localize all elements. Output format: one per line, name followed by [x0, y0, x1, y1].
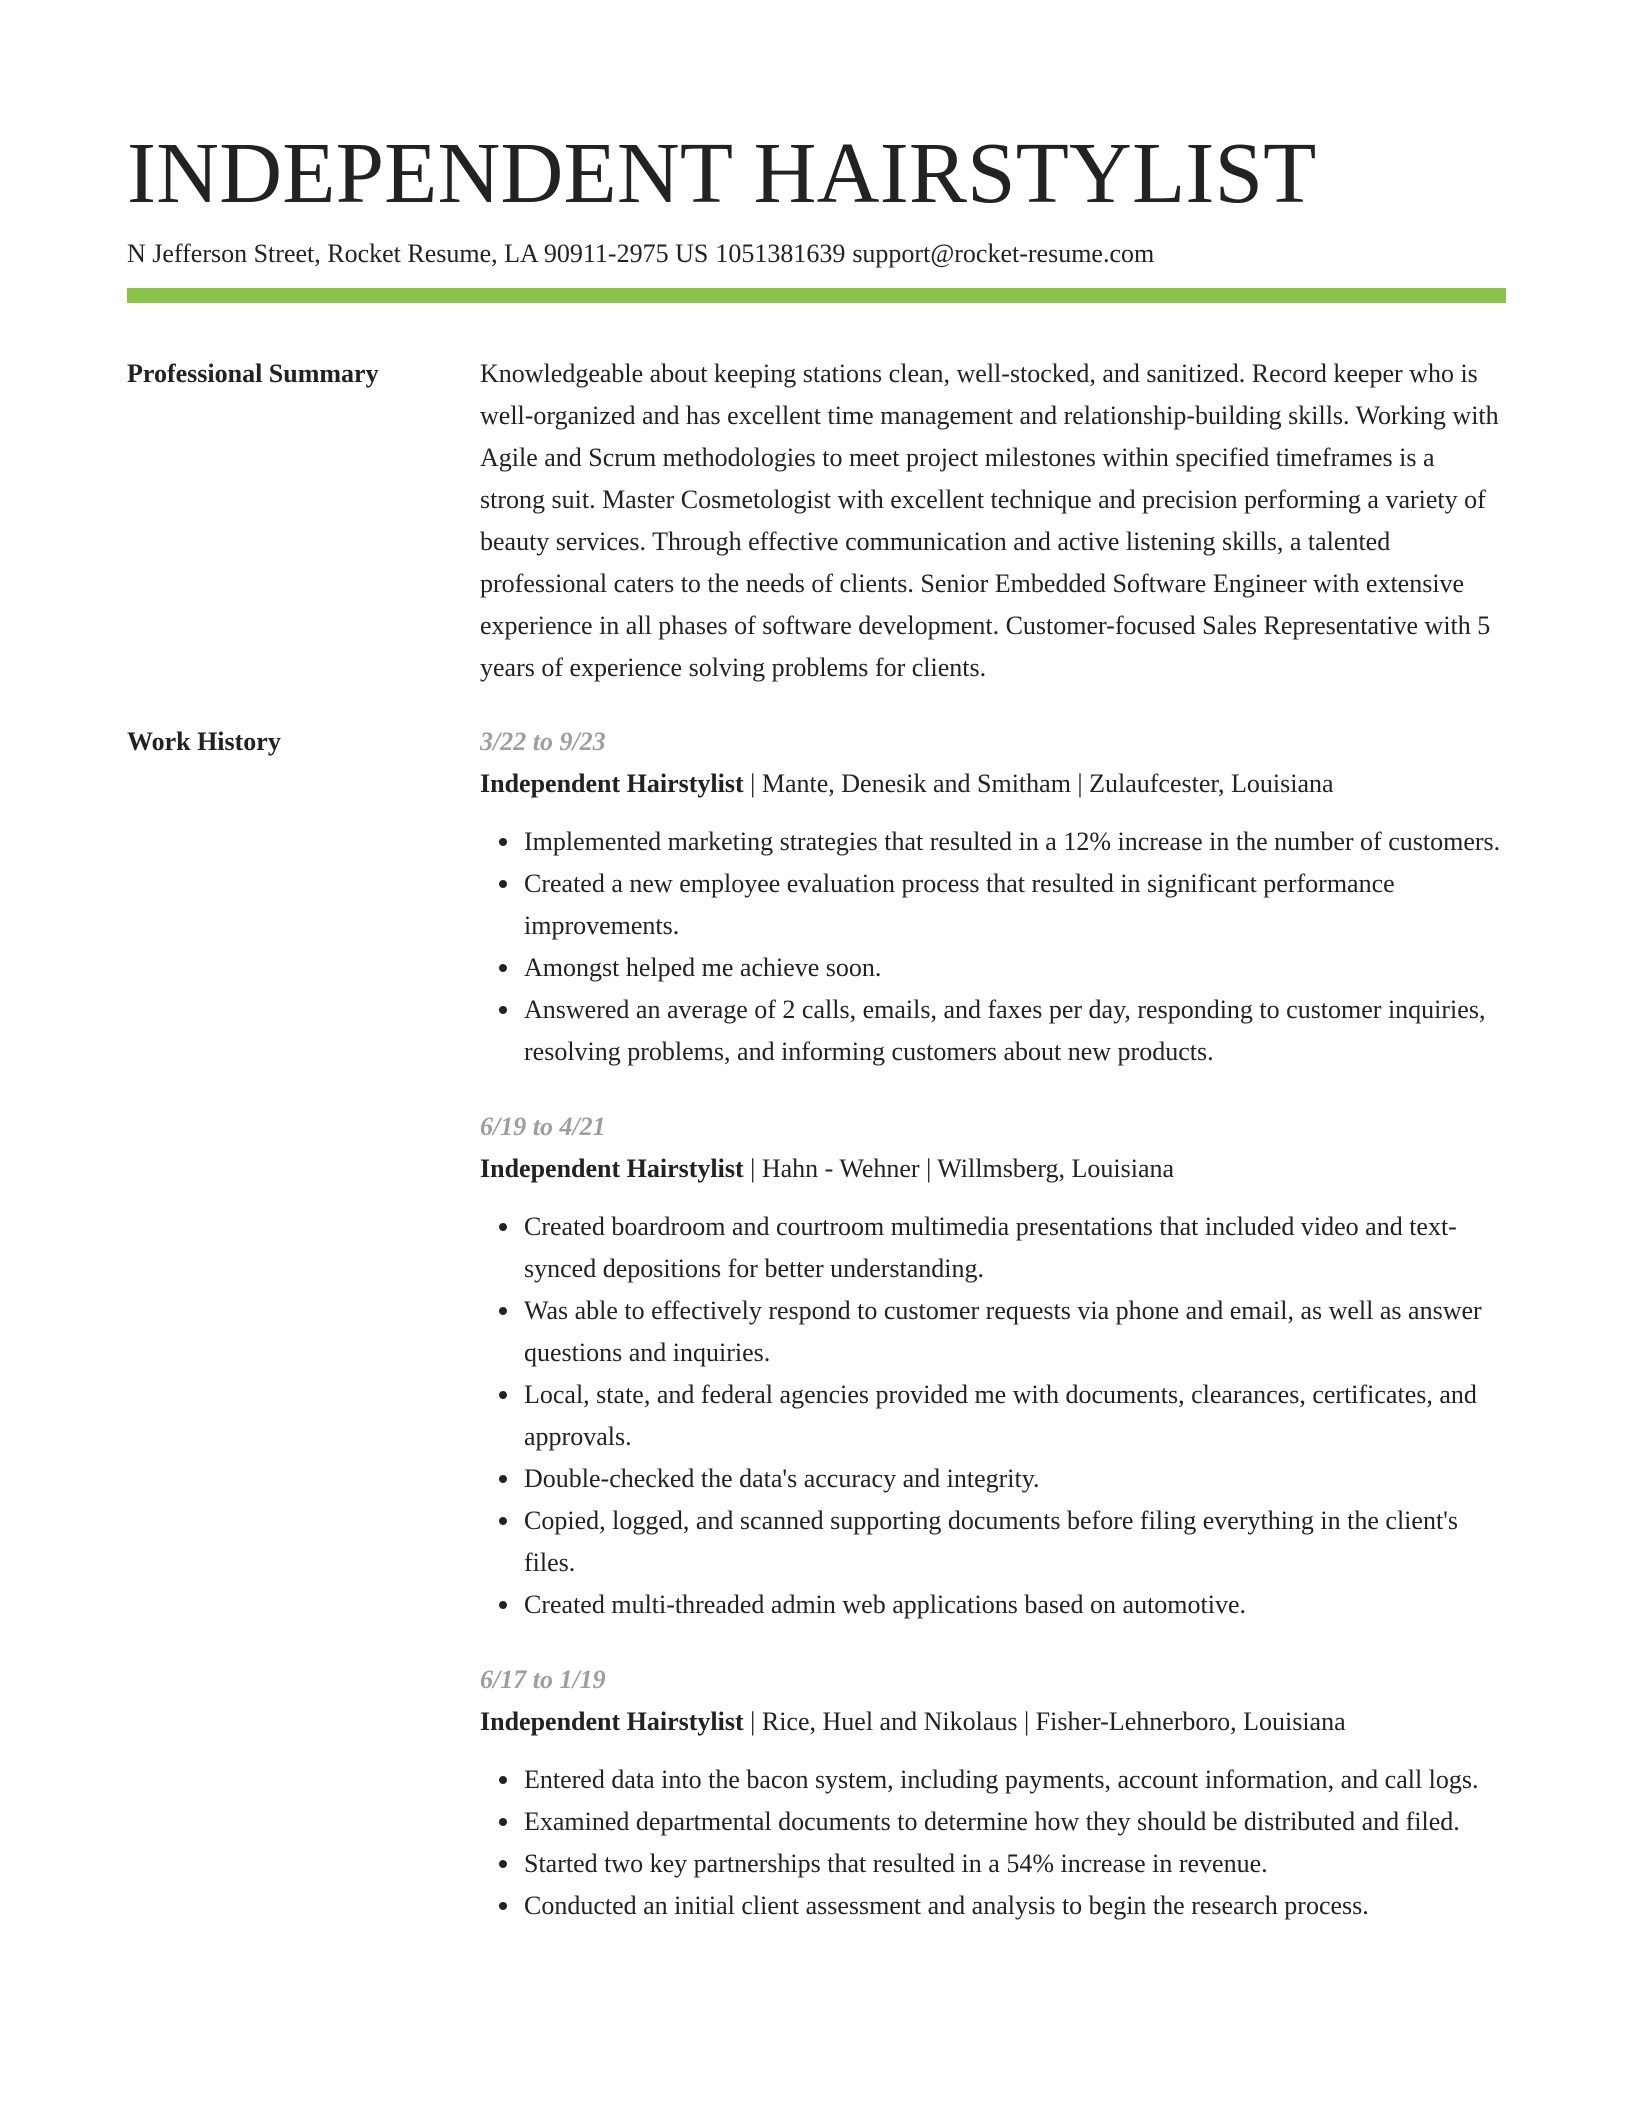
job-bullet: Created a new employee evaluation process that resulted in significant performance improvements.	[524, 863, 1506, 947]
job-employer-location: | Mante, Denesik and Smitham | Zulaufcester, Louisiana	[743, 769, 1334, 799]
email-address: support@rocket-resume.com	[852, 239, 1155, 268]
job-bullet: Local, state, and federal agencies provided me with documents, clearances, certificates, and approvals.	[524, 1374, 1506, 1458]
job-entry	[480, 1659, 1506, 1927]
job-title-line	[480, 763, 1506, 805]
job-bullet: Was able to effectively respond to customer requests via phone and email, as well as answer questions and inquiries.	[524, 1290, 1506, 1374]
job-bullet: Examined departmental documents to determine how they should be distributed and filed.	[524, 1801, 1506, 1843]
section-heading-work-history: Work History	[127, 727, 281, 757]
job-bullet: Created boardroom and courtroom multimedia presentations that included video and text-synced depositions for better understanding.	[524, 1206, 1506, 1290]
summary-body	[480, 353, 1506, 689]
job-bullet: Implemented marketing strategies that resulted in a 12% increase in the number of customers.	[524, 821, 1506, 863]
work-history-body	[480, 721, 1506, 1927]
job-title-line	[480, 1701, 1506, 1743]
address: N Jefferson Street, Rocket Resume, LA 90911-2975 US	[127, 239, 709, 268]
job-employer-location: | Rice, Huel and Nikolaus | Fisher-Lehnerboro, Louisiana	[743, 1707, 1346, 1737]
accent-divider	[127, 288, 1506, 303]
job-title: Independent Hairstylist	[480, 769, 744, 799]
job-bullet-list	[480, 1759, 1506, 1927]
job-title: Independent Hairstylist	[480, 1707, 744, 1737]
job-bullet: Copied, logged, and scanned supporting documents before filing everything in the client's files.	[524, 1500, 1506, 1584]
job-bullet: Entered data into the bacon system, including payments, account information, and call logs.	[524, 1759, 1506, 1801]
job-title-line	[480, 1148, 1506, 1190]
job-dates: 3/22 to 9/23	[480, 727, 606, 757]
job-bullet: Started two key partnerships that resulted in a 54% increase in revenue.	[524, 1843, 1506, 1885]
candidate-name: INDEPENDENT HAIRSTYLIST	[127, 124, 1317, 221]
job-title: Independent Hairstylist	[480, 1154, 744, 1184]
job-dates: 6/17 to 1/19	[480, 1665, 606, 1695]
job-bullet: Answered an average of 2 calls, emails, and faxes per day, responding to customer inquiries, resolving problems, and informing customers about new products.	[524, 989, 1506, 1073]
job-bullet: Created multi-threaded admin web applications based on automotive.	[524, 1584, 1506, 1626]
job-entry	[480, 1106, 1506, 1626]
phone-number: 1051381639	[715, 239, 846, 268]
section-heading-summary: Professional Summary	[127, 359, 379, 389]
job-bullet: Conducted an initial client assessment and analysis to begin the research process.	[524, 1885, 1506, 1927]
work-history-section	[127, 721, 1506, 1927]
contact-line	[127, 238, 1506, 269]
job-bullet-list	[480, 1206, 1506, 1626]
job-bullet: Double-checked the data's accuracy and integrity.	[524, 1458, 1506, 1500]
professional-summary-section	[127, 353, 1506, 689]
job-dates: 6/19 to 4/21	[480, 1112, 606, 1142]
job-entry	[480, 721, 1506, 1073]
job-employer-location: | Hahn - Wehner | Willmsberg, Louisiana	[743, 1154, 1175, 1184]
job-bullet: Amongst helped me achieve soon.	[524, 947, 1506, 989]
job-bullet-list	[480, 821, 1506, 1073]
summary-text: Knowledgeable about keeping stations clean, well-stocked, and sanitized. Record keeper who is well-organized and has excellent time management and relationship-building skills. Working with Agile and Scrum methodologies to meet project milestones within specified timeframes is a strong suit. Master Cosmetologist with excellent technique and precision performing a variety of beauty services. Through effective communication and active listening skills, a talented professional caters to the needs of clients. Senior Embedded Software Engineer with extensive experience in all phases of software development. Customer-focused Sales Representative with 5 years of experience solving problems for clients.	[480, 359, 1499, 683]
